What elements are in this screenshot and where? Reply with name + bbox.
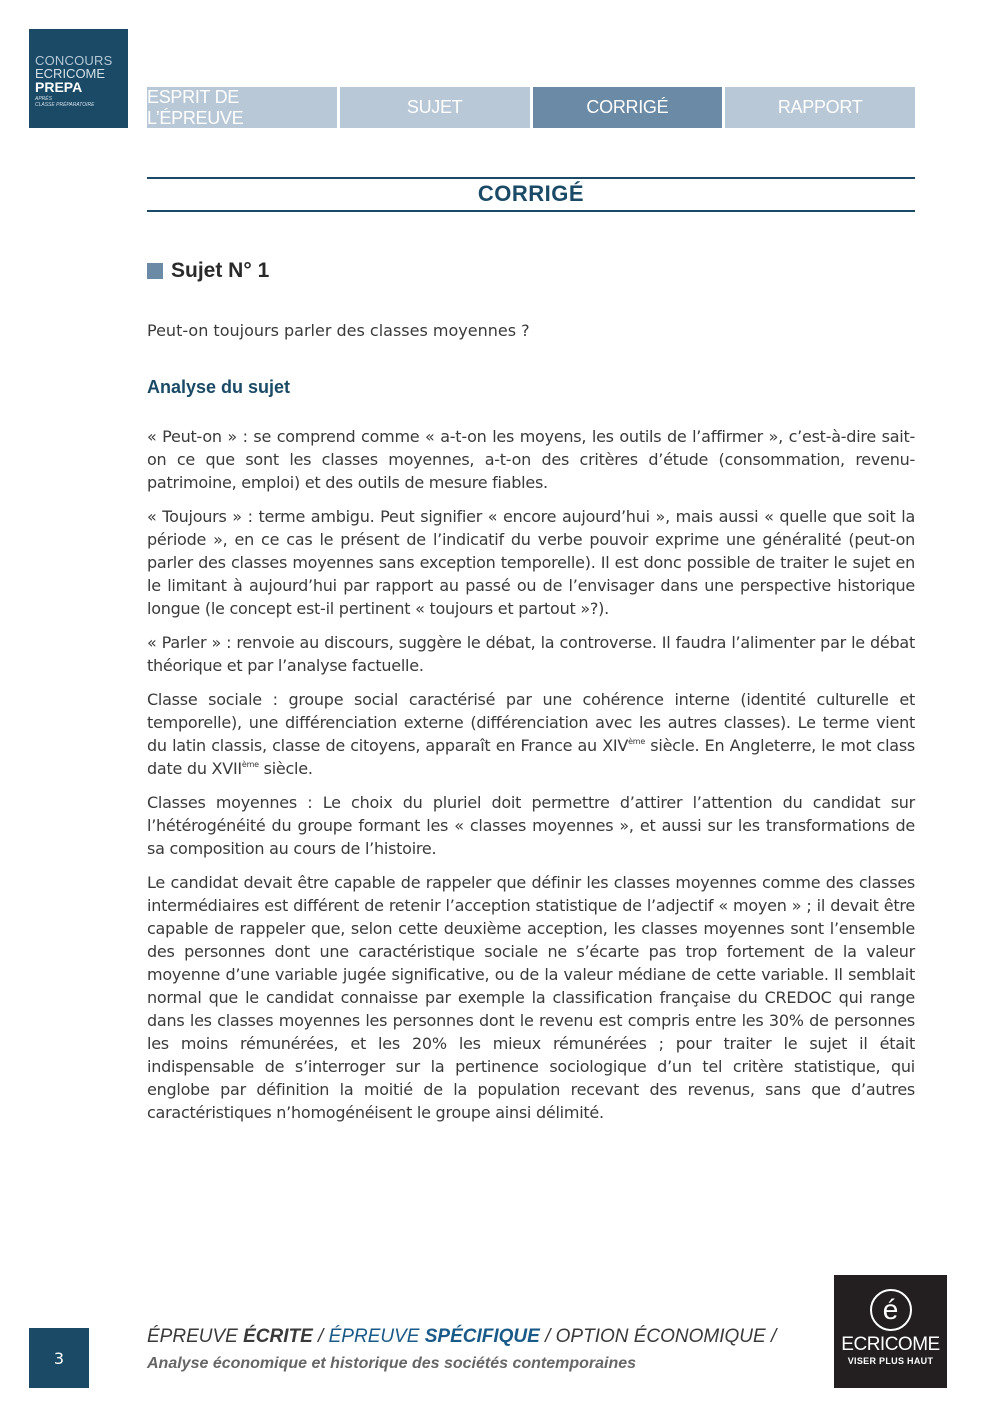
page-title: CORRIGÉ [477,181,585,206]
superscript-eme-1: ème [628,737,645,746]
paragraph-peut-on: « Peut-on » : se comprend comme « a-t-on les moyens, les outils de l’affirmer », c’est-à-dire sait-on ce que sont les classes moyennes, a-t-on des critères d’étude (consommation, revenu-patrimoine, emploi) et des outils de mesure fiables. [147,427,915,492]
paragraph-classe-sociale-a: Classe sociale : groupe social caractérisé par une cohérence interne (identité culturelle et temporelle), une différenciation externe (différenciation avec les autres classes). Le terme vient du latin classis, classe de citoyens, apparaît en France au XIV [147,690,915,755]
tab-sujet[interactable]: SUJET [340,87,530,128]
brand-name: ECRICOME [841,1334,940,1355]
subject-heading [147,259,269,283]
paragraph-candidat: Le candidat devait être capable de rappeler que définir les classes moyennes comme des classes intermédiaires est différent de retenir l’acception statistique de l’adjectif « moyen » ; il devait être capable de rappeler que, selon cette deuxième acception, les classes moyennes sont l’ensemble des personnes dont une caractéristique sociale ne s’écarte pas trop fortement de la valeur moyenne d’une variable jugée significative, ou de la valeur médiane de cette variable. Il semblait normal que le candidat connaisse par exemple la classification française du CREDOC qui range dans les classes moyennes les personnes dont le revenu est compris entre les 30% de personnes les moins rémunérées, et les 20% les mieux rémunérées ; pour traiter le sujet il était indispensable de s’interroger sur la pertinence sociologique d’un tel critère statistique, qui englobe par définition la moitié de la population recevant des revenus, sans que d’autres caractéristiques n’homogénéisent le groupe ainsi délimité. [147,873,915,1122]
footer-subtitle: Analyse économique et historique des sociétés contemporaines [147,1355,637,1372]
tab-esprit-de-l-epreuve[interactable]: ESPRIT DE L’ÉPREUVE [147,87,337,128]
analysis-heading: Analyse du sujet [147,377,291,397]
footer-epreuve-1: ÉPREUVE [147,1326,244,1347]
logo-line-apres: APRÈS [35,96,52,102]
paragraph-classe-sociale [147,688,915,780]
ecricome-brand-logo [834,1275,947,1388]
logo-line-prepa: PREPA [35,79,83,95]
subject-question: Peut-on toujours parler des classes moyennes ? [147,321,530,340]
footer-option: / OPTION ÉCONOMIQUE / [539,1326,777,1347]
e-circle-icon: é [870,1289,912,1331]
paragraph-toujours: « Toujours » : terme ambigu. Peut signifier « encore aujourd’hui », mais aussi « quelle que soit la période », en ce cas le présent de l’indicatif du verbe pouvoir exprime une généralité (peut-on parler des classes moyennes sans exception temporelle). Il est donc possible de traiter le sujet en le limitant à aujourd’hui par rapport au passé ou de l’envisager dans une perspective historique longue (le concept est-il pertinent « toujours et partout »?). [147,507,915,618]
footer-sep-1: / [312,1326,329,1347]
brand-tagline: VISER PLUS HAUT [847,1356,934,1366]
concours-ecricome-prepa-logo [29,29,128,128]
paragraph-parler: « Parler » : renvoie au discours, suggère le débat, la controverse. Il faudra l’alimenter par le débat théorique et par l’analyse factuelle. [147,633,915,675]
section-tabs [147,87,915,128]
footer-specifique: SPÉCIFIQUE [424,1326,540,1347]
title-rule-bottom [147,210,915,212]
title-rule-top [147,177,915,179]
tab-corrige[interactable]: CORRIGÉ [533,87,723,128]
paragraph-classes-moyennes: Classes moyennes : Le choix du pluriel doit permettre d’attirer l’attention du candidat sur l’hétérogénéité du groupe formant les « classes moyennes », et aussi sur les transformations de sa composition au cours de l’histoire. [147,793,915,858]
paragraph-classe-sociale-c: siècle. [258,759,313,778]
subject-heading-text: Sujet N° 1 [171,259,270,282]
footer-ecrite: ÉCRITE [243,1326,313,1347]
square-bullet-icon [147,263,163,279]
page-number: 3 [29,1328,89,1388]
paragraph-classe-sociale-b: siècle. En Angleterre, le mot class date du XVII [147,736,916,778]
logo-line-concours: CONCOURS [35,53,113,68]
logo-line-classe-preparatoire: CLASSE PRÉPARATOIRE [35,102,95,108]
analysis-body [147,425,915,1135]
footer-epreuve-2: ÉPREUVE [328,1326,425,1347]
tab-rapport[interactable]: RAPPORT [725,87,915,128]
footer-exam-type [147,1326,776,1348]
superscript-eme-2: ème [241,760,259,769]
logo-line-ecricome: ECRICOME [35,66,106,81]
